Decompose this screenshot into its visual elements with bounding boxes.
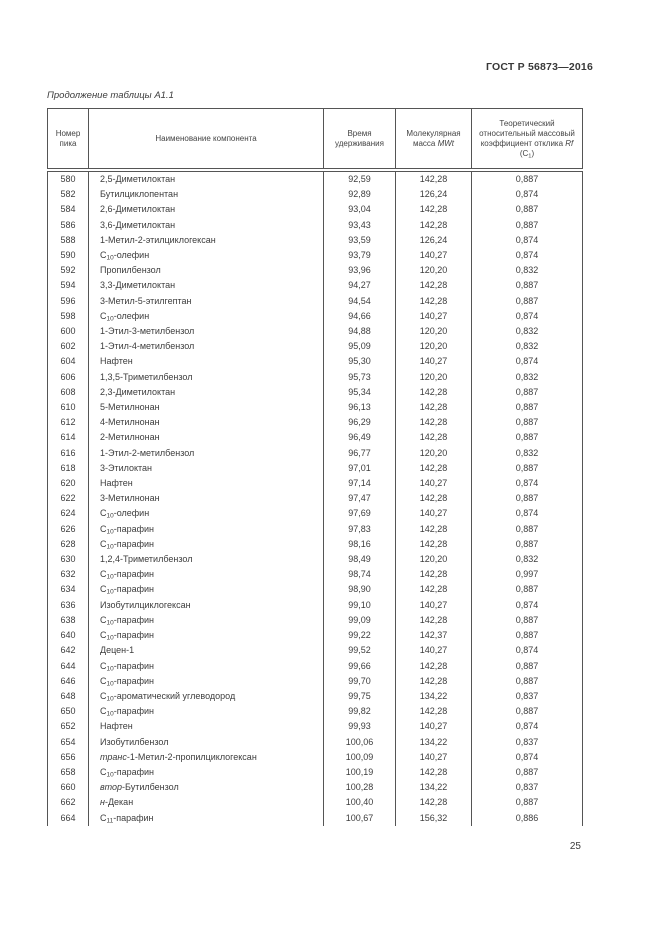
rf-cell: 0,832 bbox=[472, 324, 583, 339]
rf-cell: 0,887 bbox=[472, 430, 583, 445]
name-cell: $С_{10}$-парафин bbox=[89, 674, 324, 689]
mass-cell: 120,20 bbox=[396, 370, 472, 385]
table-row bbox=[48, 233, 583, 248]
time-cell: 99,82 bbox=[324, 704, 396, 719]
rf-cell: 0,887 bbox=[472, 613, 583, 628]
num-cell: 638 bbox=[48, 613, 89, 628]
num-cell: 594 bbox=[48, 278, 89, 293]
name-cell: 3-Этилоктан bbox=[89, 461, 324, 476]
num-cell: 624 bbox=[48, 506, 89, 521]
mass-cell: 142,37 bbox=[396, 628, 472, 643]
rf-cell: 0,997 bbox=[472, 567, 583, 582]
mass-cell: 126,24 bbox=[396, 233, 472, 248]
time-cell: 98,49 bbox=[324, 552, 396, 567]
name-cell: $С_{10}$-парафин bbox=[89, 613, 324, 628]
table-body bbox=[48, 170, 583, 826]
num-cell: 652 bbox=[48, 719, 89, 734]
mass-cell: 120,20 bbox=[396, 324, 472, 339]
name-cell: $С_{10}$-парафин bbox=[89, 704, 324, 719]
mass-cell: 142,28 bbox=[396, 202, 472, 217]
table-row bbox=[48, 324, 583, 339]
rf-cell: 0,874 bbox=[472, 506, 583, 521]
num-cell: 642 bbox=[48, 643, 89, 658]
time-cell: 99,52 bbox=[324, 643, 396, 658]
rf-cell: 0,874 bbox=[472, 248, 583, 263]
table-row bbox=[48, 704, 583, 719]
num-cell: 582 bbox=[48, 187, 89, 202]
rf-cell: 0,887 bbox=[472, 795, 583, 810]
name-cell: $С_{10}$-ароматический углеводород bbox=[89, 689, 324, 704]
time-cell: 97,01 bbox=[324, 461, 396, 476]
time-cell: 99,22 bbox=[324, 628, 396, 643]
mass-cell: 126,24 bbox=[396, 187, 472, 202]
table-row bbox=[48, 643, 583, 658]
name-cell: Нафтен bbox=[89, 719, 324, 734]
table-row bbox=[48, 598, 583, 613]
table-row bbox=[48, 370, 583, 385]
num-cell: 656 bbox=[48, 750, 89, 765]
table-row bbox=[48, 522, 583, 537]
name-cell: $С_{10}$-олефин bbox=[89, 506, 324, 521]
mass-cell: 142,28 bbox=[396, 461, 472, 476]
rf-cell: 0,887 bbox=[472, 522, 583, 537]
mass-cell: 142,28 bbox=[396, 522, 472, 537]
rf-cell: 0,887 bbox=[472, 170, 583, 187]
time-cell: 98,16 bbox=[324, 537, 396, 552]
mass-cell: 140,27 bbox=[396, 476, 472, 491]
name-cell: 1-Этил-3-метилбензол bbox=[89, 324, 324, 339]
rf-cell: 0,887 bbox=[472, 765, 583, 780]
mass-cell: 120,20 bbox=[396, 552, 472, 567]
mass-cell: 142,28 bbox=[396, 491, 472, 506]
mass-cell: 120,20 bbox=[396, 263, 472, 278]
header-row bbox=[48, 109, 583, 171]
name-cell: Бутилциклопентан bbox=[89, 187, 324, 202]
name-cell: Децен-1 bbox=[89, 643, 324, 658]
name-cell: 1-Этил-2-метилбензол bbox=[89, 446, 324, 461]
mass-cell: 120,20 bbox=[396, 446, 472, 461]
time-cell: 93,43 bbox=[324, 218, 396, 233]
mass-cell: 142,28 bbox=[396, 582, 472, 597]
num-cell: 664 bbox=[48, 811, 89, 826]
mass-cell: 142,28 bbox=[396, 765, 472, 780]
num-cell: 660 bbox=[48, 780, 89, 795]
num-cell: 646 bbox=[48, 674, 89, 689]
time-cell: 99,10 bbox=[324, 598, 396, 613]
table-row bbox=[48, 567, 583, 582]
rf-cell: 0,887 bbox=[472, 491, 583, 506]
time-cell: 100,40 bbox=[324, 795, 396, 810]
num-cell: 628 bbox=[48, 537, 89, 552]
mass-cell: 142,28 bbox=[396, 567, 472, 582]
name-cell: Пропилбензол bbox=[89, 263, 324, 278]
num-cell: 604 bbox=[48, 354, 89, 369]
table-row bbox=[48, 354, 583, 369]
table-row bbox=[48, 795, 583, 810]
num-cell: 610 bbox=[48, 400, 89, 415]
time-cell: 100,67 bbox=[324, 811, 396, 826]
rf-cell: 0,832 bbox=[472, 446, 583, 461]
name-cell: 1-Метил-2-этилциклогексан bbox=[89, 233, 324, 248]
table-row bbox=[48, 400, 583, 415]
name-cell: $С_{10}$-парафин bbox=[89, 628, 324, 643]
components-table bbox=[47, 108, 583, 826]
num-cell: 592 bbox=[48, 263, 89, 278]
rf-cell: 0,874 bbox=[472, 750, 583, 765]
name-cell: 2,5-Диметилоктан bbox=[89, 170, 324, 187]
name-cell: 2-Метилнонан bbox=[89, 430, 324, 445]
mass-cell: 142,28 bbox=[396, 674, 472, 689]
time-cell: 93,04 bbox=[324, 202, 396, 217]
mass-cell: 140,27 bbox=[396, 248, 472, 263]
rf-cell: 0,887 bbox=[472, 582, 583, 597]
table-row bbox=[48, 582, 583, 597]
table-row bbox=[48, 294, 583, 309]
name-cell: 1,2,4-Триметилбензол bbox=[89, 552, 324, 567]
mass-cell: 142,28 bbox=[396, 400, 472, 415]
time-cell: 99,09 bbox=[324, 613, 396, 628]
num-cell: 606 bbox=[48, 370, 89, 385]
num-cell: 634 bbox=[48, 582, 89, 597]
num-cell: 588 bbox=[48, 233, 89, 248]
time-cell: 98,90 bbox=[324, 582, 396, 597]
num-cell: 658 bbox=[48, 765, 89, 780]
table-row bbox=[48, 430, 583, 445]
rf-cell: 0,832 bbox=[472, 263, 583, 278]
time-cell: 97,69 bbox=[324, 506, 396, 521]
mass-cell: 120,20 bbox=[396, 339, 472, 354]
table-row bbox=[48, 780, 583, 795]
rf-cell: 0,887 bbox=[472, 278, 583, 293]
mass-cell: 142,28 bbox=[396, 795, 472, 810]
num-cell: 636 bbox=[48, 598, 89, 613]
time-cell: 96,13 bbox=[324, 400, 396, 415]
name-cell: $С_{10}$-олефин bbox=[89, 309, 324, 324]
table-row bbox=[48, 187, 583, 202]
rf-cell: 0,887 bbox=[472, 218, 583, 233]
mass-cell: 140,27 bbox=[396, 354, 472, 369]
name-cell: 3,3-Диметилоктан bbox=[89, 278, 324, 293]
num-cell: 622 bbox=[48, 491, 89, 506]
rf-cell: 0,887 bbox=[472, 294, 583, 309]
name-cell: $С_{10}$-олефин bbox=[89, 248, 324, 263]
name-cell: $С_{11}$-парафин bbox=[89, 811, 324, 826]
time-cell: 93,96 bbox=[324, 263, 396, 278]
rf-cell: 0,837 bbox=[472, 780, 583, 795]
rf-cell: 0,887 bbox=[472, 674, 583, 689]
table-row bbox=[48, 628, 583, 643]
time-cell: 94,54 bbox=[324, 294, 396, 309]
num-cell: 648 bbox=[48, 689, 89, 704]
mass-cell: 140,27 bbox=[396, 750, 472, 765]
name-cell: Изобутилбензол bbox=[89, 735, 324, 750]
num-cell: 590 bbox=[48, 248, 89, 263]
name-cell: $С_{10}$-парафин bbox=[89, 537, 324, 552]
mass-cell: 134,22 bbox=[396, 735, 472, 750]
name-cell: $С_{10}$-парафин bbox=[89, 582, 324, 597]
time-cell: 94,66 bbox=[324, 309, 396, 324]
table-row bbox=[48, 170, 583, 187]
num-cell: 586 bbox=[48, 218, 89, 233]
rf-cell: 0,887 bbox=[472, 415, 583, 430]
name-cell: 5-Метилнонан bbox=[89, 400, 324, 415]
page-number: 25 bbox=[569, 841, 581, 852]
column-header-rf: Теоретический относительный массовый коэффициент отклика Rf $(C_1)$ bbox=[472, 109, 583, 171]
time-cell: 95,09 bbox=[324, 339, 396, 354]
table-row bbox=[48, 218, 583, 233]
rf-cell: 0,832 bbox=[472, 339, 583, 354]
time-cell: 96,29 bbox=[324, 415, 396, 430]
name-cell: Изобутилциклогексан bbox=[89, 598, 324, 613]
mass-cell: 156,32 bbox=[396, 811, 472, 826]
rf-cell: 0,887 bbox=[472, 537, 583, 552]
table-row bbox=[48, 476, 583, 491]
time-cell: 100,09 bbox=[324, 750, 396, 765]
time-cell: 97,47 bbox=[324, 491, 396, 506]
mass-cell: 140,27 bbox=[396, 506, 472, 521]
rf-cell: 0,837 bbox=[472, 689, 583, 704]
mass-cell: 142,28 bbox=[396, 613, 472, 628]
table-row bbox=[48, 811, 583, 826]
mass-cell: 142,28 bbox=[396, 430, 472, 445]
num-cell: 608 bbox=[48, 385, 89, 400]
time-cell: 97,83 bbox=[324, 522, 396, 537]
mass-cell: 142,28 bbox=[396, 278, 472, 293]
rf-cell: 0,837 bbox=[472, 735, 583, 750]
mass-cell: 134,22 bbox=[396, 780, 472, 795]
name-cell: $С_{10}$-парафин bbox=[89, 659, 324, 674]
num-cell: 632 bbox=[48, 567, 89, 582]
rf-cell: 0,887 bbox=[472, 704, 583, 719]
time-cell: 99,93 bbox=[324, 719, 396, 734]
table-row bbox=[48, 202, 583, 217]
mass-cell: 140,27 bbox=[396, 309, 472, 324]
num-cell: 644 bbox=[48, 659, 89, 674]
mass-cell: 134,22 bbox=[396, 689, 472, 704]
mass-cell: 142,28 bbox=[396, 218, 472, 233]
mass-cell: 142,28 bbox=[396, 170, 472, 187]
num-cell: 612 bbox=[48, 415, 89, 430]
mass-cell: 142,28 bbox=[396, 704, 472, 719]
name-cell: 3-Метилнонан bbox=[89, 491, 324, 506]
rf-cell: 0,887 bbox=[472, 385, 583, 400]
name-cell: 3-Метил-5-этилгептан bbox=[89, 294, 324, 309]
time-cell: 98,74 bbox=[324, 567, 396, 582]
name-cell: 1-Этил-4-метилбензол bbox=[89, 339, 324, 354]
name-cell: $С_{10}$-парафин bbox=[89, 567, 324, 582]
num-cell: 654 bbox=[48, 735, 89, 750]
table-row bbox=[48, 339, 583, 354]
name-cell: Нафтен bbox=[89, 476, 324, 491]
name-cell: $С_{10}$-парафин bbox=[89, 522, 324, 537]
table-row bbox=[48, 263, 583, 278]
mass-cell: 142,28 bbox=[396, 415, 472, 430]
name-cell: втор-Бутилбензол bbox=[89, 780, 324, 795]
table-row bbox=[48, 506, 583, 521]
table-row bbox=[48, 750, 583, 765]
table-row bbox=[48, 278, 583, 293]
mass-cell: 142,28 bbox=[396, 385, 472, 400]
name-cell: 3,6-Диметилоктан bbox=[89, 218, 324, 233]
num-cell: 630 bbox=[48, 552, 89, 567]
time-cell: 95,30 bbox=[324, 354, 396, 369]
table-row bbox=[48, 415, 583, 430]
table-row bbox=[48, 689, 583, 704]
time-cell: 99,66 bbox=[324, 659, 396, 674]
mass-cell: 140,27 bbox=[396, 719, 472, 734]
num-cell: 614 bbox=[48, 430, 89, 445]
time-cell: 100,19 bbox=[324, 765, 396, 780]
rf-cell: 0,832 bbox=[472, 552, 583, 567]
time-cell: 93,79 bbox=[324, 248, 396, 263]
table-row bbox=[48, 613, 583, 628]
time-cell: 99,75 bbox=[324, 689, 396, 704]
rf-cell: 0,874 bbox=[472, 476, 583, 491]
table-row bbox=[48, 719, 583, 734]
table-row bbox=[48, 735, 583, 750]
num-cell: 580 bbox=[48, 170, 89, 187]
rf-cell: 0,887 bbox=[472, 461, 583, 476]
table-row bbox=[48, 461, 583, 476]
num-cell: 584 bbox=[48, 202, 89, 217]
name-cell: 2,3-Диметилоктан bbox=[89, 385, 324, 400]
table-row bbox=[48, 385, 583, 400]
time-cell: 96,77 bbox=[324, 446, 396, 461]
num-cell: 616 bbox=[48, 446, 89, 461]
time-cell: 95,73 bbox=[324, 370, 396, 385]
time-cell: 93,59 bbox=[324, 233, 396, 248]
num-cell: 602 bbox=[48, 339, 89, 354]
rf-cell: 0,874 bbox=[472, 187, 583, 202]
time-cell: 92,89 bbox=[324, 187, 396, 202]
num-cell: 626 bbox=[48, 522, 89, 537]
mass-cell: 140,27 bbox=[396, 643, 472, 658]
time-cell: 100,28 bbox=[324, 780, 396, 795]
rf-cell: 0,832 bbox=[472, 370, 583, 385]
name-cell: транс-1-Метил-2-пропилциклогексан bbox=[89, 750, 324, 765]
table-row bbox=[48, 446, 583, 461]
rf-cell: 0,874 bbox=[472, 643, 583, 658]
column-header-name: Наименование компонента bbox=[89, 109, 324, 171]
table-row bbox=[48, 659, 583, 674]
name-cell: 1,3,5-Триметилбензол bbox=[89, 370, 324, 385]
name-cell: 2,6-Диметилоктан bbox=[89, 202, 324, 217]
time-cell: 96,49 bbox=[324, 430, 396, 445]
num-cell: 596 bbox=[48, 294, 89, 309]
num-cell: 620 bbox=[48, 476, 89, 491]
time-cell: 97,14 bbox=[324, 476, 396, 491]
time-cell: 95,34 bbox=[324, 385, 396, 400]
table-row bbox=[48, 765, 583, 780]
table-row bbox=[48, 537, 583, 552]
rf-cell: 0,874 bbox=[472, 719, 583, 734]
rf-cell: 0,886 bbox=[472, 811, 583, 826]
num-cell: 640 bbox=[48, 628, 89, 643]
table-caption: Продолжение таблицы А1.1 bbox=[47, 90, 174, 101]
mass-cell: 142,28 bbox=[396, 294, 472, 309]
name-cell: 4-Метилнонан bbox=[89, 415, 324, 430]
name-cell: Нафтен bbox=[89, 354, 324, 369]
doc-number: ГОСТ Р 56873—2016 bbox=[485, 61, 593, 73]
column-header-time: Время удерживания bbox=[324, 109, 396, 171]
num-cell: 600 bbox=[48, 324, 89, 339]
rf-cell: 0,874 bbox=[472, 354, 583, 369]
table-row bbox=[48, 674, 583, 689]
column-header-num: Номер пика bbox=[48, 109, 89, 171]
table-row bbox=[48, 552, 583, 567]
time-cell: 94,27 bbox=[324, 278, 396, 293]
num-cell: 618 bbox=[48, 461, 89, 476]
rf-cell: 0,887 bbox=[472, 202, 583, 217]
column-header-mass: Молекулярная масса MWt bbox=[396, 109, 472, 171]
table-row bbox=[48, 309, 583, 324]
time-cell: 94,88 bbox=[324, 324, 396, 339]
name-cell: $С_{10}$-парафин bbox=[89, 765, 324, 780]
num-cell: 662 bbox=[48, 795, 89, 810]
num-cell: 650 bbox=[48, 704, 89, 719]
time-cell: 92,59 bbox=[324, 170, 396, 187]
rf-cell: 0,874 bbox=[472, 309, 583, 324]
num-cell: 598 bbox=[48, 309, 89, 324]
table-row bbox=[48, 491, 583, 506]
rf-cell: 0,887 bbox=[472, 659, 583, 674]
time-cell: 100,06 bbox=[324, 735, 396, 750]
mass-cell: 142,28 bbox=[396, 659, 472, 674]
table-row bbox=[48, 248, 583, 263]
mass-cell: 140,27 bbox=[396, 598, 472, 613]
rf-cell: 0,874 bbox=[472, 233, 583, 248]
rf-cell: 0,887 bbox=[472, 628, 583, 643]
rf-cell: 0,887 bbox=[472, 400, 583, 415]
name-cell: н-Декан bbox=[89, 795, 324, 810]
time-cell: 99,70 bbox=[324, 674, 396, 689]
mass-cell: 142,28 bbox=[396, 537, 472, 552]
rf-cell: 0,874 bbox=[472, 598, 583, 613]
